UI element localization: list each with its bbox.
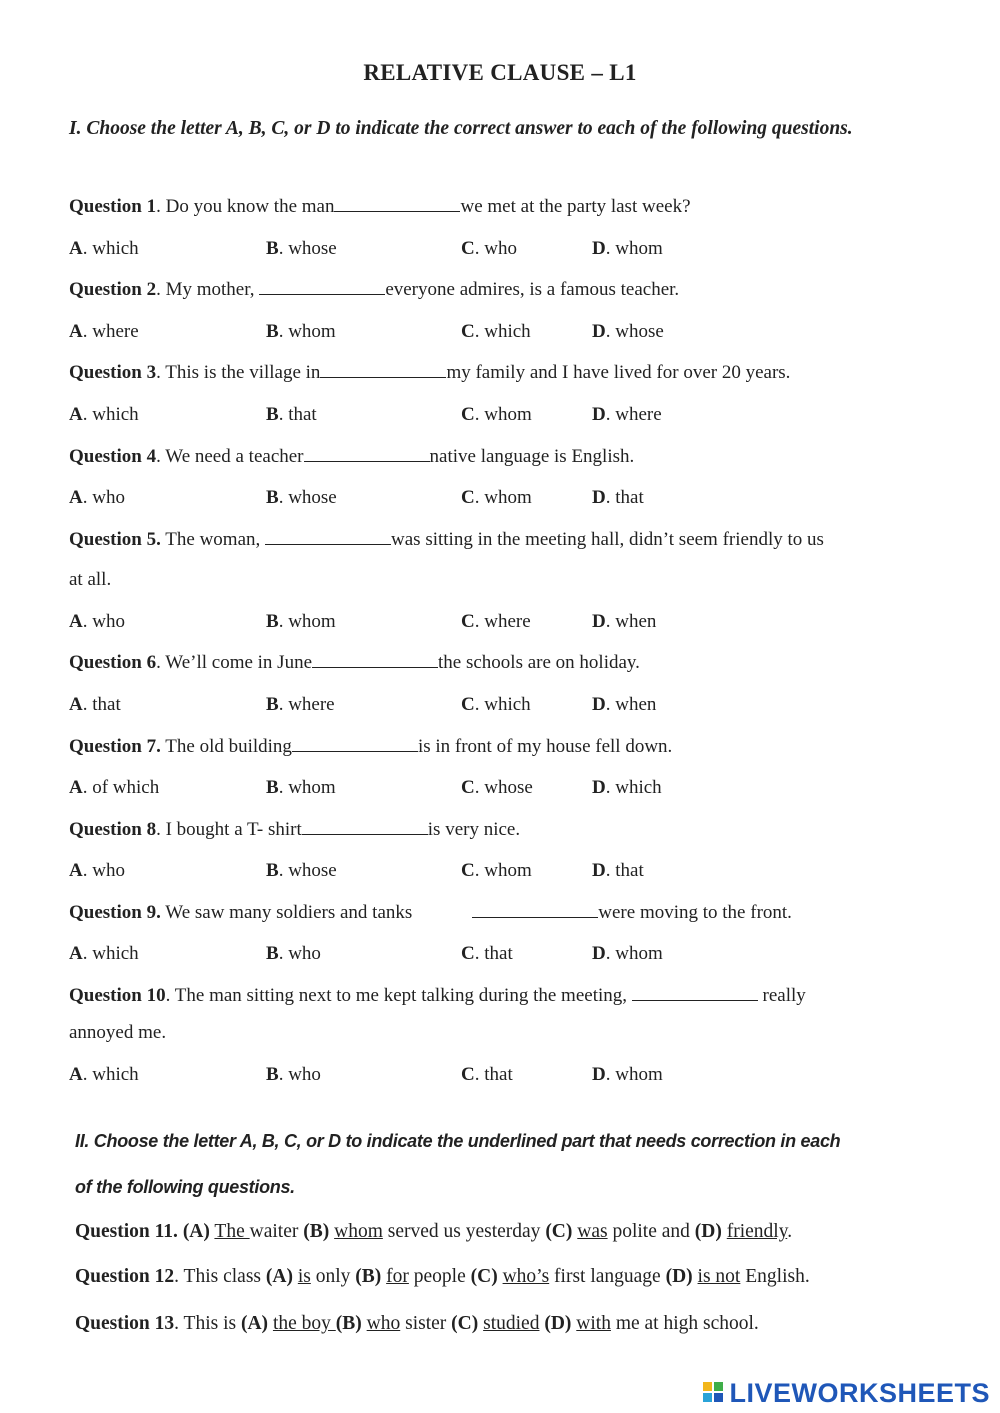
option-d[interactable]: D. whom bbox=[592, 943, 663, 964]
question-text-before: The man sitting next to me kept talking during the meeting, bbox=[174, 985, 632, 1006]
option-letter: C bbox=[461, 1064, 475, 1085]
option-letter: C bbox=[461, 611, 475, 632]
question-13-label: Question 13 bbox=[75, 1313, 175, 1334]
option-letter: A bbox=[69, 694, 83, 715]
option-text: where bbox=[615, 404, 662, 425]
option-letter: D bbox=[592, 860, 606, 881]
q13-part-d[interactable]: with bbox=[576, 1313, 611, 1334]
option-letter: B bbox=[266, 487, 279, 508]
option-d[interactable]: D. whom bbox=[592, 238, 663, 259]
option-c[interactable]: C. that bbox=[461, 1064, 513, 1085]
question-13: Question 13. This is (A) the boy (B) who sister (C) studied (D) with me at high school. bbox=[75, 1313, 759, 1334]
option-text: that bbox=[484, 1064, 513, 1085]
question-label: Question 1 bbox=[69, 196, 157, 217]
option-letter: B bbox=[266, 404, 279, 425]
question-label: Question 2 bbox=[69, 279, 157, 300]
q11-part-d[interactable]: friendly bbox=[726, 1221, 788, 1242]
option-text: which bbox=[92, 943, 139, 964]
answer-blank[interactable] bbox=[334, 197, 460, 212]
option-text: that bbox=[484, 943, 513, 964]
option-letter: B bbox=[266, 321, 279, 342]
question-4: Question 4. We need a teacher native language is English. bbox=[69, 446, 635, 467]
option-letter: D bbox=[592, 777, 606, 798]
question-text-after: is in front of my house fell down. bbox=[417, 736, 673, 757]
answer-blank[interactable] bbox=[312, 653, 438, 668]
answer-blank[interactable] bbox=[302, 820, 428, 835]
q13-marker-a: (A) bbox=[240, 1313, 269, 1334]
option-text: whom bbox=[484, 860, 532, 881]
q12-marker-b: (B) bbox=[355, 1266, 382, 1287]
option-d[interactable]: D. where bbox=[592, 404, 662, 425]
q12-text: first language bbox=[554, 1266, 661, 1287]
option-c[interactable]: C. which bbox=[461, 321, 531, 342]
option-letter: A bbox=[69, 860, 83, 881]
question-text-after: is very nice. bbox=[427, 819, 521, 840]
answer-blank[interactable] bbox=[292, 737, 418, 752]
question-label: Question 8 bbox=[69, 819, 157, 840]
question-6: Question 6. We’ll come in June the schools are on holiday. bbox=[69, 652, 640, 673]
option-b[interactable]: B. whom bbox=[266, 321, 336, 342]
option-c[interactable]: C. that bbox=[461, 943, 513, 964]
option-text: where bbox=[484, 611, 531, 632]
option-letter: A bbox=[69, 487, 83, 508]
question-text-before: Do you know the man bbox=[165, 196, 335, 217]
question-text-before: The old building bbox=[165, 736, 292, 757]
option-a[interactable]: A. who bbox=[69, 611, 125, 632]
option-text: that bbox=[615, 487, 644, 508]
question-12: Question 12. This class (A) is only (B) for people (C) who’s first language (D) is not English. bbox=[75, 1266, 810, 1287]
option-text: whom bbox=[615, 1064, 663, 1085]
option-text: who bbox=[484, 238, 517, 259]
option-b[interactable]: B. where bbox=[266, 694, 335, 715]
option-letter: A bbox=[69, 943, 83, 964]
option-a[interactable]: A. who bbox=[69, 487, 125, 508]
option-text: which bbox=[92, 1064, 139, 1085]
option-text: whom bbox=[288, 777, 336, 798]
option-letter: C bbox=[461, 777, 475, 798]
option-b[interactable]: B. that bbox=[266, 404, 317, 425]
option-d[interactable]: D. when bbox=[592, 694, 657, 715]
option-text: whose bbox=[484, 777, 533, 798]
answer-blank[interactable] bbox=[632, 986, 758, 1001]
answer-options bbox=[69, 943, 769, 967]
question-label: Question 7. bbox=[69, 736, 161, 757]
section2-instruction-line2: of the following questions. bbox=[75, 1177, 295, 1197]
option-a[interactable]: A. who bbox=[69, 860, 125, 881]
option-letter: C bbox=[461, 487, 475, 508]
option-letter: C bbox=[461, 404, 475, 425]
option-text: which bbox=[92, 404, 139, 425]
q12-text: only bbox=[315, 1266, 351, 1287]
worksheet-title: RELATIVE CLAUSE – L1 bbox=[363, 60, 637, 85]
question-5 bbox=[69, 529, 824, 551]
option-d[interactable]: D. that bbox=[592, 487, 644, 508]
option-text: whom bbox=[484, 487, 532, 508]
option-letter: C bbox=[461, 860, 475, 881]
q13-text: This is bbox=[183, 1313, 237, 1334]
option-letter: C bbox=[461, 238, 475, 259]
answer-options bbox=[69, 777, 769, 801]
option-letter: C bbox=[461, 694, 475, 715]
option-text: whom bbox=[615, 943, 663, 964]
q12-part-a[interactable]: is bbox=[297, 1266, 311, 1287]
question-1: Question 1. Do you know the man we met at the party last week? bbox=[69, 196, 691, 217]
option-letter: A bbox=[69, 611, 83, 632]
q13-text: me at high school. bbox=[615, 1313, 759, 1334]
q12-text: This class bbox=[183, 1266, 261, 1287]
question-text-before: The woman, bbox=[165, 529, 266, 550]
question-text-before: This is the village in bbox=[165, 362, 321, 383]
q11-part-b[interactable]: whom bbox=[334, 1221, 383, 1242]
question-continuation: at all. bbox=[69, 569, 112, 590]
q11-marker-d: (D) bbox=[694, 1221, 722, 1242]
q13-marker-c: (C) bbox=[451, 1313, 479, 1334]
option-text: who bbox=[92, 611, 125, 632]
option-text: whose bbox=[288, 487, 337, 508]
option-c[interactable]: C. whom bbox=[461, 404, 532, 425]
answer-options bbox=[69, 860, 769, 884]
question-text-after: the schools are on holiday. bbox=[438, 652, 640, 673]
option-text: that bbox=[615, 860, 644, 881]
option-text: of which bbox=[92, 777, 160, 798]
answer-options bbox=[69, 321, 769, 345]
question-label: Question 3 bbox=[69, 362, 157, 383]
q11-part-c[interactable]: was bbox=[577, 1221, 608, 1242]
q13-part-c[interactable]: studied bbox=[483, 1313, 540, 1334]
option-letter: B bbox=[266, 943, 279, 964]
option-text: whom bbox=[288, 611, 336, 632]
question-9 bbox=[69, 902, 792, 924]
option-letter: B bbox=[266, 860, 279, 881]
q11-text: served us yesterday bbox=[387, 1221, 541, 1242]
option-d[interactable]: D. which bbox=[592, 777, 662, 798]
answer-blank[interactable] bbox=[304, 447, 430, 462]
option-c[interactable]: C. which bbox=[461, 694, 531, 715]
answer-options bbox=[69, 611, 769, 635]
q12-text: English. bbox=[745, 1266, 810, 1287]
option-letter: D bbox=[592, 487, 606, 508]
question-text-after: was sitting in the meeting hall, didn’t seem friendly to us bbox=[391, 529, 824, 550]
option-text: who bbox=[92, 860, 125, 881]
option-text: who bbox=[92, 487, 125, 508]
question-continuation: annoyed me. bbox=[69, 1022, 167, 1043]
liveworksheets-logo-text: LIVEWORKSHEETS bbox=[729, 1377, 990, 1408]
q13-part-b[interactable]: who bbox=[366, 1313, 401, 1334]
option-c[interactable]: C. whom bbox=[461, 487, 532, 508]
answer-options bbox=[69, 238, 769, 262]
question-3: Question 3. This is the village in my family and I have lived for over 20 years. bbox=[69, 362, 791, 383]
option-letter: B bbox=[266, 777, 279, 798]
question-8: Question 8. I bought a T- shirt is very nice. bbox=[69, 819, 521, 840]
option-d[interactable]: D. whom bbox=[592, 1064, 663, 1085]
answer-blank[interactable] bbox=[472, 903, 598, 918]
option-letter: A bbox=[69, 321, 83, 342]
option-c[interactable]: C. whom bbox=[461, 860, 532, 881]
option-text: when bbox=[615, 611, 657, 632]
option-d[interactable]: D. when bbox=[592, 611, 657, 632]
q13-text: sister bbox=[405, 1313, 447, 1334]
option-a[interactable]: A. which bbox=[69, 238, 139, 259]
option-letter: D bbox=[592, 321, 606, 342]
q11-marker-a: (A) bbox=[182, 1221, 210, 1242]
question-2: Question 2. My mother, everyone admires, is a famous teacher. bbox=[69, 279, 680, 300]
question-text-after: we met at the party last week? bbox=[460, 196, 691, 217]
question-text-before: We need a teacher bbox=[165, 446, 304, 467]
option-d[interactable]: D. whose bbox=[592, 321, 664, 342]
q11-marker-c: (C) bbox=[545, 1221, 573, 1242]
option-text: where bbox=[288, 694, 335, 715]
liveworksheets-logo bbox=[703, 1378, 990, 1408]
question-text-before: We’ll come in June bbox=[165, 652, 313, 673]
question-text-after: everyone admires, is a famous teacher. bbox=[385, 279, 680, 300]
option-letter: D bbox=[592, 943, 606, 964]
q11-part-a[interactable]: The bbox=[214, 1221, 250, 1242]
option-a[interactable]: A. which bbox=[69, 404, 139, 425]
question-text-before: I bought a T- shirt bbox=[165, 819, 302, 840]
option-text: when bbox=[615, 694, 657, 715]
q13-marker-b: (B) bbox=[335, 1313, 362, 1334]
q11-text: polite and bbox=[612, 1221, 690, 1242]
option-letter: B bbox=[266, 611, 279, 632]
option-text: whom bbox=[484, 404, 532, 425]
option-letter: A bbox=[69, 404, 83, 425]
question-label: Question 10 bbox=[69, 985, 166, 1006]
option-a[interactable]: A. where bbox=[69, 321, 139, 342]
option-letter: D bbox=[592, 611, 606, 632]
option-text: whom bbox=[288, 321, 336, 342]
q12-marker-d: (D) bbox=[665, 1266, 693, 1287]
question-11-label: Question 11. bbox=[75, 1221, 178, 1242]
option-text: who bbox=[288, 943, 321, 964]
question-text-after: were moving to the front. bbox=[598, 902, 792, 923]
q12-part-b[interactable]: for bbox=[386, 1266, 409, 1287]
question-label: Question 5. bbox=[69, 529, 161, 550]
question-text-before: We saw many soldiers and tanks bbox=[165, 902, 413, 923]
option-text: that bbox=[92, 694, 121, 715]
option-b[interactable]: B. whom bbox=[266, 777, 336, 798]
option-text: who bbox=[288, 1064, 321, 1085]
option-text: that bbox=[288, 404, 317, 425]
q12-part-c[interactable]: who’s bbox=[502, 1266, 550, 1287]
q13-part-a[interactable]: the boy bbox=[272, 1313, 336, 1334]
q12-text: people bbox=[413, 1266, 466, 1287]
option-c[interactable]: C. whose bbox=[461, 777, 533, 798]
option-a[interactable]: A. which bbox=[69, 1064, 139, 1085]
q11-text: waiter bbox=[249, 1221, 299, 1242]
option-letter: D bbox=[592, 1064, 606, 1085]
option-letter: D bbox=[592, 404, 606, 425]
option-a[interactable]: A. that bbox=[69, 694, 121, 715]
option-text: which bbox=[92, 238, 139, 259]
option-letter: D bbox=[592, 238, 606, 259]
option-text: where bbox=[92, 321, 139, 342]
option-letter: D bbox=[592, 694, 606, 715]
section1-instruction: I. Choose the letter A, B, C, or D to indicate the correct answer to each of the following questions. bbox=[69, 118, 853, 139]
option-letter: B bbox=[266, 694, 279, 715]
question-11 bbox=[75, 1221, 792, 1243]
option-text: which bbox=[484, 321, 531, 342]
question-text-after: native language is English. bbox=[429, 446, 635, 467]
option-a[interactable]: A. of which bbox=[69, 777, 160, 798]
option-letter: A bbox=[69, 777, 83, 798]
q12-part-d[interactable]: is not bbox=[697, 1266, 741, 1287]
q13-marker-d: (D) bbox=[544, 1313, 572, 1334]
question-12-label: Question 12 bbox=[75, 1266, 175, 1287]
option-letter: C bbox=[461, 943, 475, 964]
question-7 bbox=[69, 736, 672, 758]
option-letter: B bbox=[266, 1064, 279, 1085]
answer-options bbox=[69, 404, 769, 428]
answer-blank[interactable] bbox=[320, 363, 446, 378]
option-b[interactable]: B. whose bbox=[266, 487, 337, 508]
q12-marker-c: (C) bbox=[470, 1266, 498, 1287]
option-text: whom bbox=[615, 238, 663, 259]
question-label: Question 6 bbox=[69, 652, 157, 673]
section2-instruction-line1: II. Choose the letter A, B, C, or D to indicate the underlined part that needs correction in each bbox=[75, 1131, 841, 1151]
option-c[interactable]: C. where bbox=[461, 611, 531, 632]
option-text: whose bbox=[288, 238, 337, 259]
q12-marker-a: (A) bbox=[265, 1266, 293, 1287]
question-label: Question 4 bbox=[69, 446, 157, 467]
option-letter: B bbox=[266, 238, 279, 259]
question-text-after: my family and I have lived for over 20 years. bbox=[446, 362, 791, 383]
q11-marker-b: (B) bbox=[303, 1221, 330, 1242]
answer-options bbox=[69, 694, 769, 718]
option-b[interactable]: B. who bbox=[266, 1064, 321, 1085]
option-d[interactable]: D. that bbox=[592, 860, 644, 881]
option-b[interactable]: B. whose bbox=[266, 238, 337, 259]
option-text: which bbox=[484, 694, 531, 715]
question-text-after: really bbox=[757, 985, 806, 1006]
question-text-before: My mother, bbox=[165, 279, 260, 300]
q11-text: . bbox=[787, 1221, 793, 1242]
question-label: Question 9. bbox=[69, 902, 161, 923]
answer-options bbox=[69, 487, 769, 511]
liveworksheets-logo-icon bbox=[703, 1382, 725, 1404]
section2-instruction bbox=[75, 1118, 935, 1210]
option-b[interactable]: B. who bbox=[266, 943, 321, 964]
option-text: whose bbox=[615, 321, 664, 342]
option-c[interactable]: C. who bbox=[461, 238, 517, 259]
option-text: whose bbox=[288, 860, 337, 881]
option-letter: A bbox=[69, 1064, 83, 1085]
answer-blank[interactable] bbox=[259, 280, 385, 295]
option-b[interactable]: B. whom bbox=[266, 611, 336, 632]
option-b[interactable]: B. whose bbox=[266, 860, 337, 881]
answer-options bbox=[69, 1064, 769, 1088]
option-letter: C bbox=[461, 321, 475, 342]
answer-blank[interactable] bbox=[265, 530, 391, 545]
option-letter: A bbox=[69, 238, 83, 259]
option-text: which bbox=[615, 777, 662, 798]
option-a[interactable]: A. which bbox=[69, 943, 139, 964]
question-10: Question 10. The man sitting next to me kept talking during the meeting, really bbox=[69, 985, 806, 1006]
